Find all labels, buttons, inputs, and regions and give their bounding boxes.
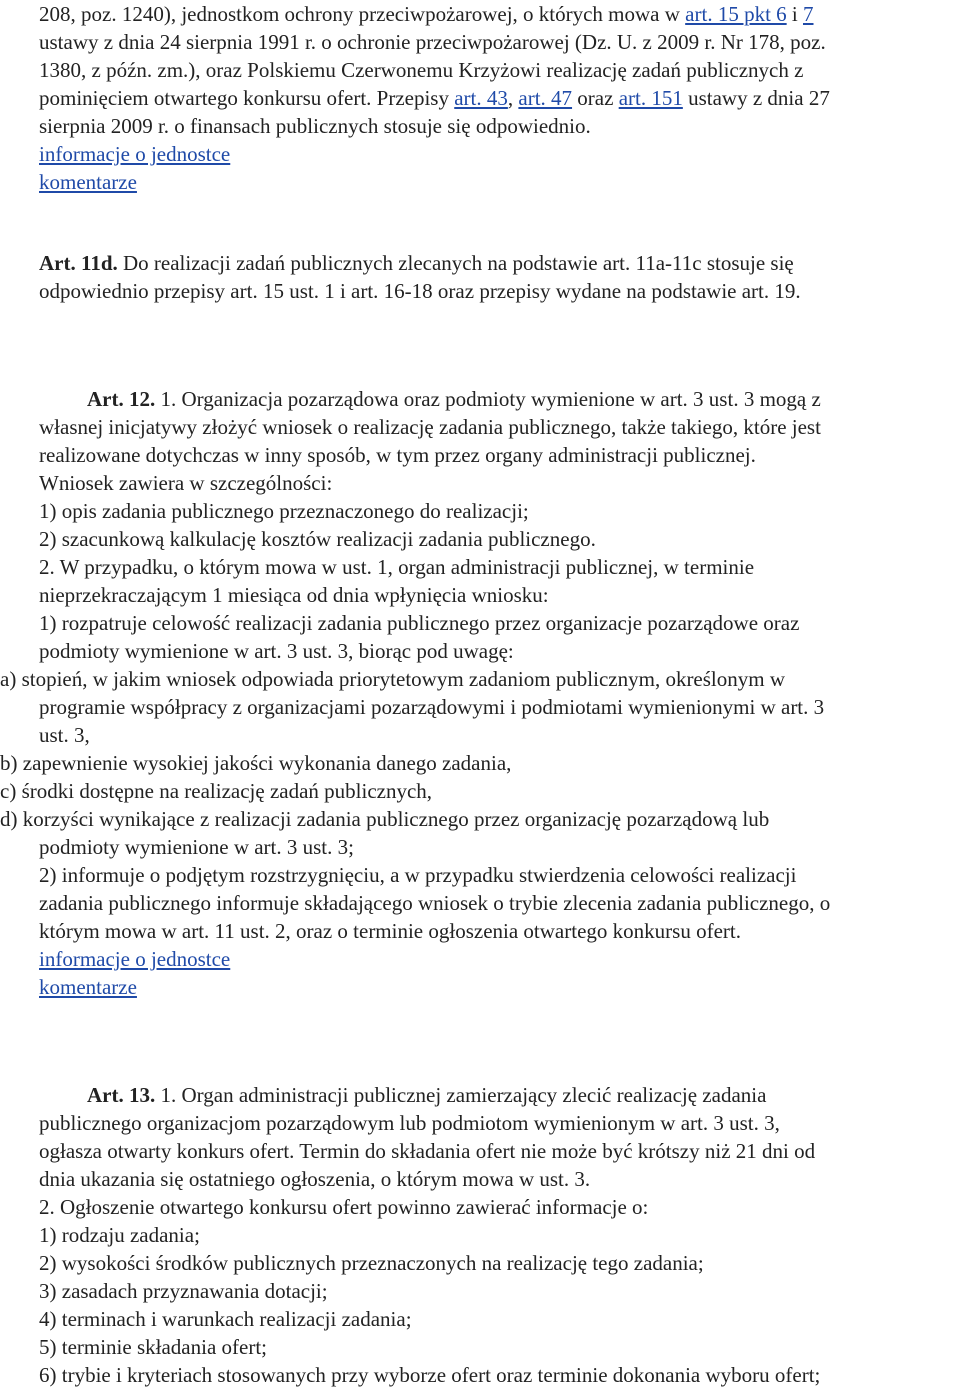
article-12-line: własnej inicjatywy złożyć wniosek o realizację zadania publicznego, także takiego, które jest [39, 415, 821, 439]
article-heading: Art. 11d. [39, 251, 118, 275]
article-13-line: publicznego organizacjom pozarządowym lub podmiotom wymienionym w art. 3 ust. 3, [39, 1111, 780, 1135]
link-art-47[interactable]: art. 47 [518, 86, 573, 110]
text: oraz [572, 86, 619, 110]
article-13-line: 2. Ogłoszenie otwartego konkursu ofert powinno zawierać informacje o: [39, 1195, 649, 1219]
unit-info-link[interactable]: informacje o jednostce [39, 142, 231, 166]
link-art-43[interactable]: art. 43 [454, 86, 508, 110]
article-13-line: 3) zasadach przyznawania dotacji; [39, 1279, 328, 1303]
link-pkt-7[interactable]: 7 [803, 2, 814, 26]
info-link-line [39, 140, 230, 168]
article-13-line [87, 1081, 766, 1109]
article-12-line: podmioty wymienione w art. 3 ust. 3, biorąc pod uwagę: [39, 639, 514, 663]
article-12-line: nieprzekraczającym 1 miesiąca od dnia wpłynięcia wniosku: [39, 583, 549, 607]
article-12-line: którym mowa w art. 11 ust. 2, oraz o terminie ogłoszenia otwartego konkursu ofert. [39, 919, 741, 943]
unit-info-link[interactable]: informacje o jednostce [39, 947, 231, 971]
paragraph-line [39, 84, 830, 112]
article-12-line: Wniosek zawiera w szczególności: [39, 471, 333, 495]
text: , [507, 86, 519, 110]
article-13-line: dnia ukazania się ostatniego ogłoszenia, o którym mowa w ust. 3. [39, 1167, 591, 1191]
article-12-line: zadania publicznego informuje składającego wniosek o trybie zlecenia zadania publicznego, o [39, 891, 831, 915]
article-12-line: 2) szacunkową kalkulację kosztów realizacji zadania publicznego. [39, 527, 596, 551]
article-13-line: 5) terminie składania ofert; [39, 1335, 267, 1359]
article-12-line: d) korzyści wynikające z realizacji zadania publicznego przez organizację pozarządową lub [0, 807, 770, 831]
text: i [786, 2, 803, 26]
article-12-line: 2. W przypadku, o którym mowa w ust. 1, organ administracji publicznej, w terminie [39, 555, 755, 579]
comments-link[interactable]: komentarze [39, 975, 137, 999]
article-11d-line: odpowiednio przepisy art. 15 ust. 1 i art. 16-18 oraz przepisy wydane na podstawie art. 19. [39, 279, 801, 303]
paragraph-line [39, 0, 814, 28]
link-art-15-pkt-6[interactable]: art. 15 pkt 6 [685, 2, 787, 26]
article-12-line: a) stopień, w jakim wniosek odpowiada priorytetowym zadaniom publicznym, określonym w [0, 667, 786, 691]
article-12-line: c) środki dostępne na realizację zadań publicznych, [0, 779, 433, 803]
article-12-line [87, 385, 821, 413]
article-heading: Art. 13. [87, 1083, 156, 1107]
article-13-line: 2) wysokości środków publicznych przeznaczonych na realizację tego zadania; [39, 1251, 704, 1275]
text: 1. Organ administracji publicznej zamierzający zlecić realizację zadania [155, 1083, 767, 1107]
article-13-line: 4) terminach i warunkach realizacji zadania; [39, 1307, 412, 1331]
info-link-line [39, 945, 230, 973]
article-13-line: ogłasza otwarty konkurs ofert. Termin do składania ofert nie może być krótszy niż 21 dni od [39, 1139, 816, 1163]
text: pominięciem otwartego konkursu ofert. Przepisy [39, 86, 455, 110]
comments-link-line [39, 168, 137, 196]
paragraph-line: ustawy z dnia 24 sierpnia 1991 r. o ochronie przeciwpożarowej (Dz. U. z 2009 r. Nr 178, poz. [39, 30, 826, 54]
article-12-line: 1) opis zadania publicznego przeznaczonego do realizacji; [39, 499, 529, 523]
article-11d-line [39, 249, 794, 277]
text: Do realizacji zadań publicznych zlecanych na podstawie art. 11a-11c stosuje się [117, 251, 794, 275]
article-12-line: realizowane dotychczas w inny sposób, w tym przez organy administracji publicznej. [39, 443, 756, 467]
comments-link[interactable]: komentarze [39, 170, 137, 194]
article-12-line: programie współpracy z organizacjami pozarządowymi i podmiotami wymienionymi w art. 3 [39, 695, 825, 719]
paragraph-line: sierpnia 2009 r. o finansach publicznych stosuje się odpowiednio. [39, 114, 591, 138]
article-12-line: 2) informuje o podjętym rozstrzygnięciu, a w przypadku stwierdzenia celowości realizacji [39, 863, 797, 887]
text: ustawy z dnia 27 [682, 86, 830, 110]
article-12-line: b) zapewnienie wysokiej jakości wykonania danego zadania, [0, 751, 512, 775]
article-heading: Art. 12. [87, 387, 156, 411]
comments-link-line [39, 973, 137, 1001]
paragraph-line: 1380, z późn. zm.), oraz Polskiemu Czerwonemu Krzyżowi realizację zadań publicznych z [39, 58, 804, 82]
article-12-line: podmioty wymienione w art. 3 ust. 3; [39, 835, 354, 859]
article-13-line: 1) rodzaju zadania; [39, 1223, 200, 1247]
link-art-151[interactable]: art. 151 [618, 86, 683, 110]
text: 1. Organizacja pozarządowa oraz podmioty wymienione w art. 3 ust. 3 mogą z [155, 387, 821, 411]
article-12-line: ust. 3, [39, 723, 90, 747]
article-13-line: 6) trybie i kryteriach stosowanych przy wyborze ofert oraz terminie dokonania wyboru ofert; [39, 1363, 821, 1387]
text: 208, poz. 1240), jednostkom ochrony przeciwpożarowej, o których mowa w [39, 2, 686, 26]
article-12-line: 1) rozpatruje celowość realizacji zadania publicznego przez organizacje pozarządowe oraz [39, 611, 800, 635]
